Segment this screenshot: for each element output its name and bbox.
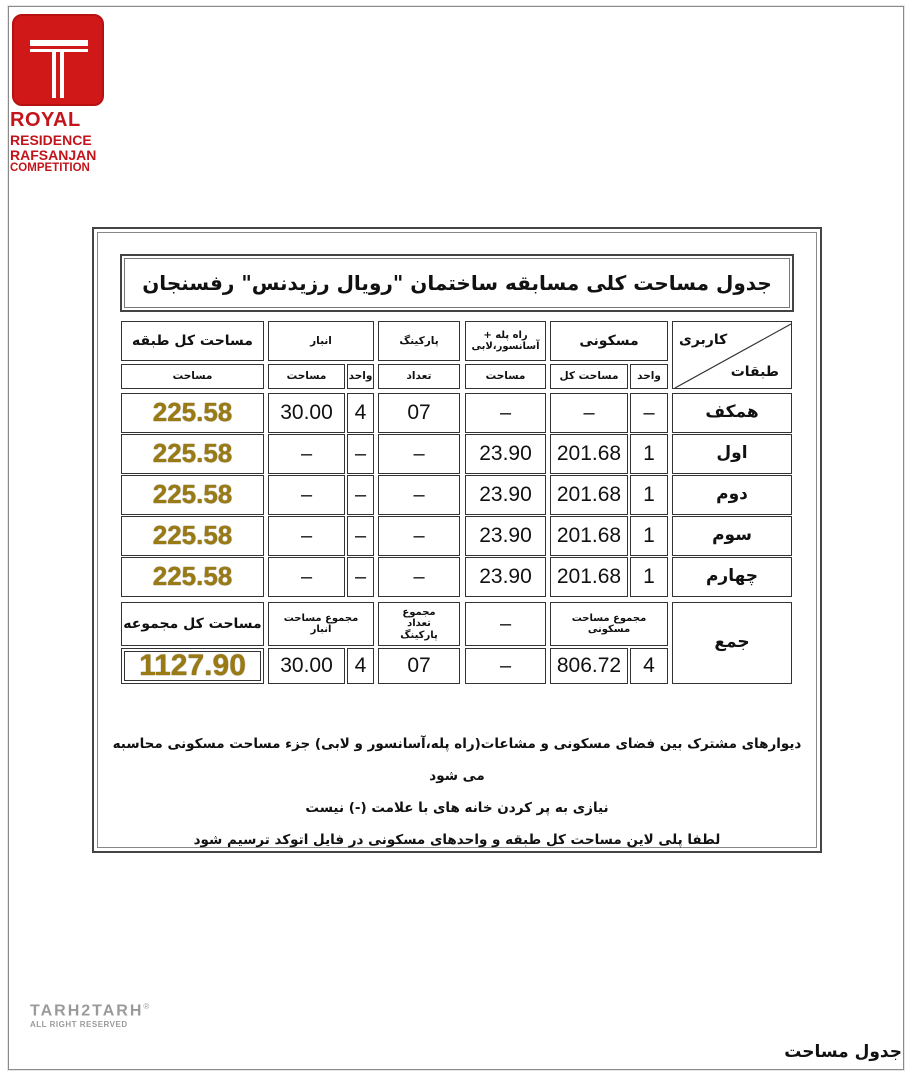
cell-total-area: 201.68 (550, 516, 628, 556)
brand-name: TARH2TARH (30, 1002, 144, 1020)
cell-storage-unit: – (347, 475, 374, 515)
notes-block (110, 728, 804, 856)
header-usage: کاربری (679, 332, 728, 348)
cell-floor-area: 225.58 (121, 475, 264, 515)
page-caption: جدول مساحت (784, 1042, 902, 1062)
logo-line-2: RESIDENCE (10, 132, 92, 148)
cell-floor-area: 225.58 (121, 516, 264, 556)
cell-storage-unit: – (347, 557, 374, 597)
logo-line-4: COMPETITION (10, 162, 90, 174)
totals-storage-label: مجموع مساحت انبار (268, 602, 374, 646)
header-usage-floors (672, 321, 792, 389)
totals-grand-area: 1127.90 (121, 648, 264, 684)
cell-total-area: – (550, 393, 628, 433)
floor-label: دوم (672, 475, 792, 515)
subheader-stair-area: مساحت (465, 364, 546, 389)
cell-storage-area: – (268, 475, 345, 515)
cell-storage-area: – (268, 516, 345, 556)
header-floor-total: مساحت کل طبقه (121, 321, 264, 361)
totals-stair: – (465, 648, 546, 684)
totals-storage-unit: 4 (347, 648, 374, 684)
subheader-storage-area: مساحت (268, 364, 345, 389)
floor-label: اول (672, 434, 792, 474)
cell-storage-area: 30.00 (268, 393, 345, 433)
subheader-storage-unit: واحد (347, 364, 374, 389)
totals-residential-label: مجموع مساحت مسکونی (550, 602, 668, 646)
subheader-total-area: مساحت کل (550, 364, 628, 389)
cell-parking: – (378, 434, 460, 474)
logo-mark (12, 14, 104, 106)
floor-label: سوم (672, 516, 792, 556)
cell-parking: 07 (378, 393, 460, 433)
header-floors: طبقات (730, 363, 779, 380)
totals-parking-label: مجموع تعداد پارکینگ (378, 602, 460, 646)
cell-storage-unit: – (347, 434, 374, 474)
subheader-count: تعداد (378, 364, 460, 389)
totals-unit: 4 (630, 648, 668, 684)
cell-parking: – (378, 475, 460, 515)
cell-stair: 23.90 (465, 475, 546, 515)
header-stair: راه پله + آسانسور،لابی (465, 321, 546, 361)
subheader-floor-area: مساحت (121, 364, 264, 389)
totals-label: جمع (672, 602, 792, 684)
header-residential: مسکونی (550, 321, 668, 361)
cell-unit: – (630, 393, 668, 433)
cell-unit: 1 (630, 434, 668, 474)
totals-stair-label: – (465, 602, 546, 646)
cell-floor-area: 225.58 (121, 557, 264, 597)
cell-stair: – (465, 393, 546, 433)
logo-wordmark (10, 110, 110, 175)
cell-unit: 1 (630, 557, 668, 597)
note-line: نیازی به پر کردن خانه های با علامت (-) نیست (305, 800, 609, 816)
totals-grand-label: مساحت کل مجموعه (121, 602, 264, 646)
totals-residential-area: 806.72 (550, 648, 628, 684)
subheader-unit: واحد (630, 364, 668, 389)
cell-parking: – (378, 557, 460, 597)
totals-storage-area: 30.00 (268, 648, 345, 684)
brand-sub: ALL RIGHT RESERVED (30, 1020, 128, 1030)
cell-storage-unit: – (347, 516, 374, 556)
cell-unit: 1 (630, 475, 668, 515)
table-title: جدول مساحت کلی مسابقه ساختمان "رویال رزیدنس" رفسنجان (120, 254, 794, 312)
cell-storage-area: – (268, 434, 345, 474)
cell-storage-area: – (268, 557, 345, 597)
cell-stair: 23.90 (465, 434, 546, 474)
header-parking: پارکینگ (378, 321, 460, 361)
cell-stair: 23.90 (465, 516, 546, 556)
cell-parking: – (378, 516, 460, 556)
totals-parking: 07 (378, 648, 460, 684)
note-line: دیوارهای مشترک بین فضای مسکونی و مشاعات(راه پله،آسانسور و لابی) جزء مساحت مسکونی محاسبه می شود (112, 736, 802, 784)
note-line: لطفا پلی لاین مساحت کل طبقه و واحدهای مسکونی در فایل اتوکد ترسیم شود (193, 832, 721, 848)
logo-line-3: RAFSANJAN (10, 147, 97, 163)
header-storage: انبار (268, 321, 374, 361)
cell-total-area: 201.68 (550, 434, 628, 474)
cell-storage-unit: 4 (347, 393, 374, 433)
cell-unit: 1 (630, 516, 668, 556)
cell-floor-area: 225.58 (121, 434, 264, 474)
floor-label: چهارم (672, 557, 792, 597)
cell-total-area: 201.68 (550, 557, 628, 597)
cell-total-area: 201.68 (550, 475, 628, 515)
brand-watermark (30, 1002, 149, 1029)
floor-label: همکف (672, 393, 792, 433)
logo-line-1: ROYAL (10, 109, 81, 131)
cell-floor-area: 225.58 (121, 393, 264, 433)
logo-t-icon (14, 16, 102, 104)
cell-stair: 23.90 (465, 557, 546, 597)
registered-mark: ® (143, 1002, 150, 1011)
